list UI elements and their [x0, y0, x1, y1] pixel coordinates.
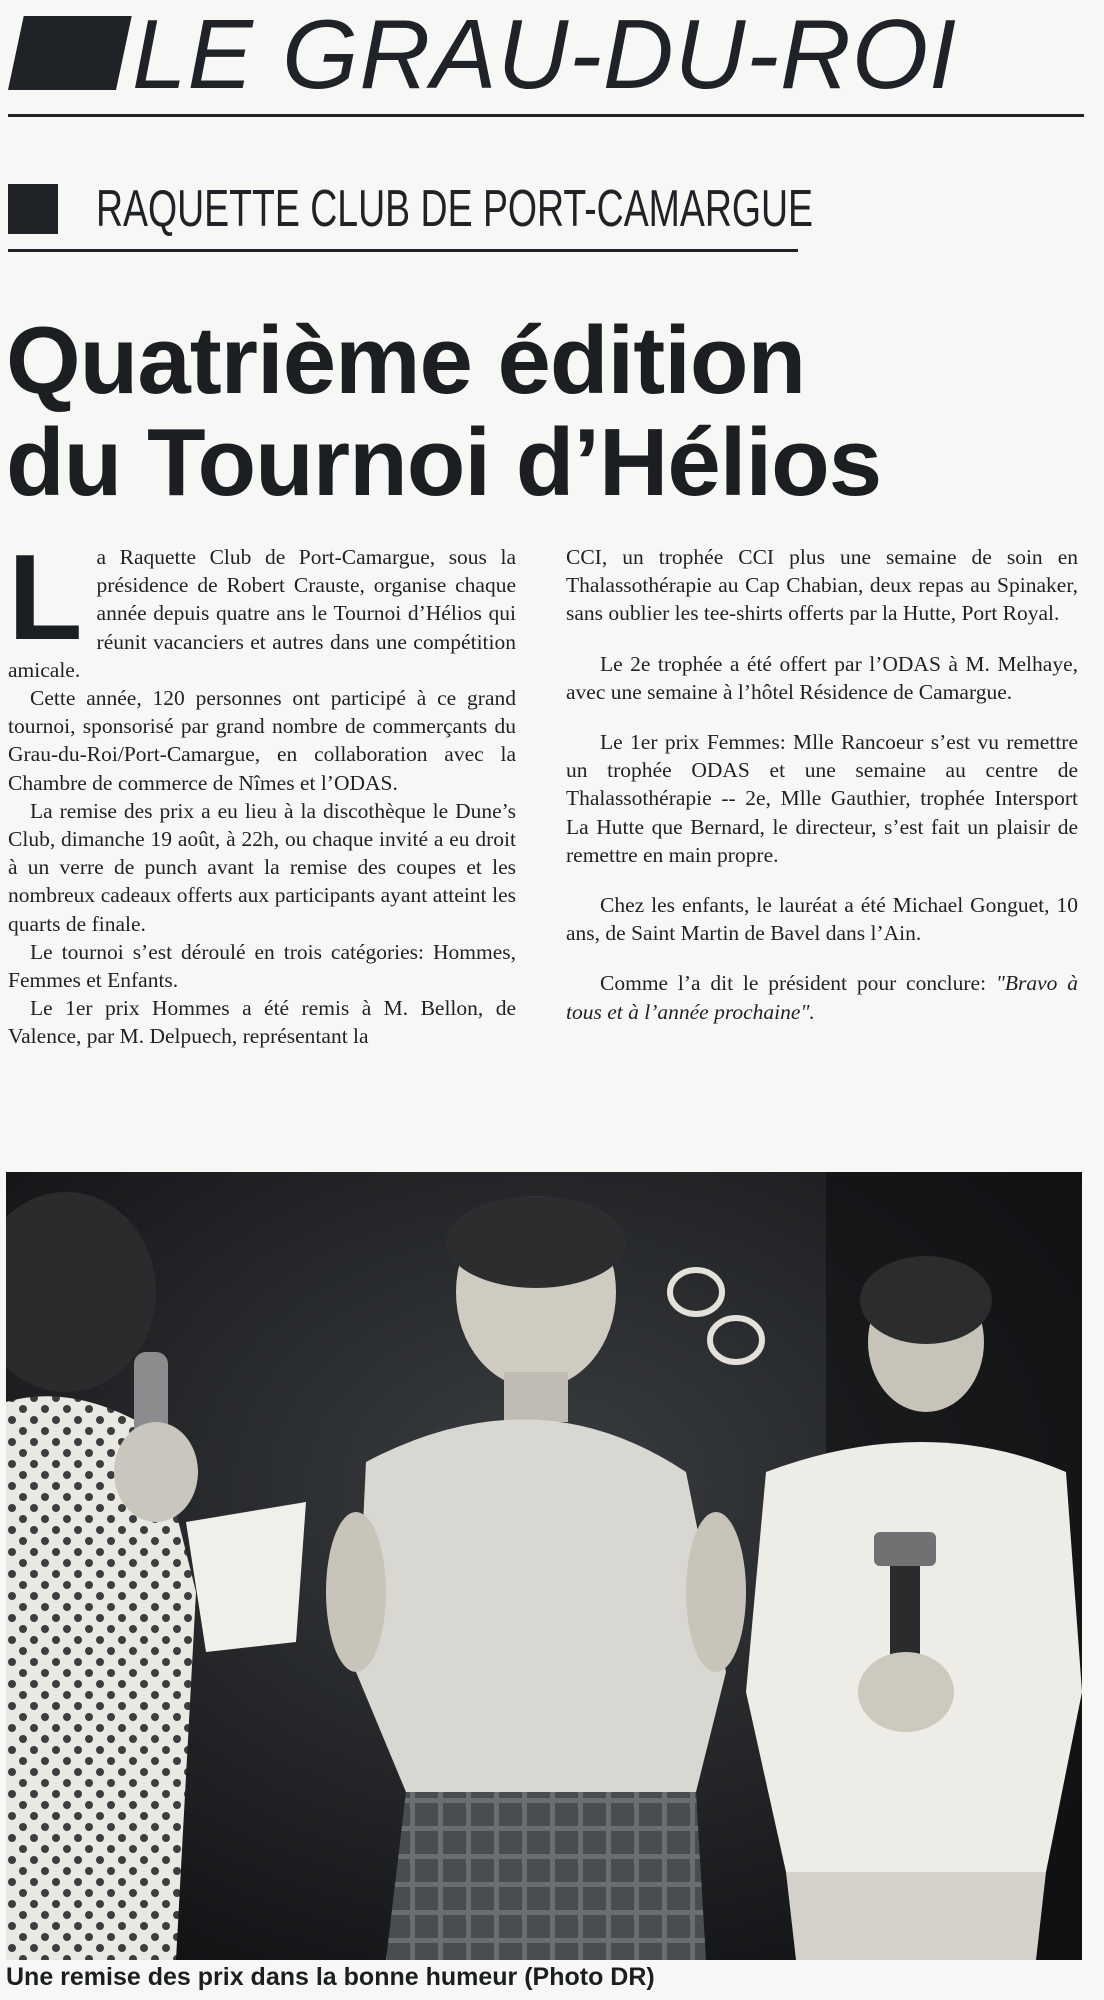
masthead-rule: [8, 114, 1084, 117]
article-paragraph: CCI, un trophée CCI plus une semaine de soin en Thalassothérapie au Cap Chabian, deux repas au Spinaker, sans oublier les tee-shirts offerts par la Hutte, Port Royal.: [566, 545, 1078, 626]
section-heading: [8, 176, 814, 256]
article-paragraph: Le tournoi s’est déroulé en trois catégories: Hommes, Femmes et Enfants.: [8, 939, 516, 993]
photo-illustration: [6, 1172, 1082, 1960]
article-column-right: [566, 543, 1078, 1048]
article-paragraph: Le 1er prix Femmes: Mlle Rancoeur s’est vu remettre un trophée ODAS et une semaine au centre de Thalassothérapie -- 2e, Mlle Gauthier, trophée Intersport La Hutte que Bernard, le directeur, s’est fait un plaisir de remettre en main propre.: [566, 730, 1078, 867]
masthead: [8, 2, 1088, 114]
masthead-title: LE GRAU-DU-ROI: [132, 0, 958, 109]
closing-quote: "Bravo à tous et à l’année prochaine".: [566, 971, 1078, 1024]
section-rule: [8, 249, 798, 252]
headline-line-1: Quatrième édition: [6, 307, 806, 414]
article-closing: [566, 969, 1078, 1025]
article-paragraph-text: a Raquette Club de Port-Camargue, sous la présidence de Robert Crauste, organise chaque année depuis quatre ans le Tournoi d’Hélios qui réunit vacanciers et autres dans une compétition amicale.: [8, 545, 516, 682]
article-paragraph: [8, 529, 516, 684]
section-title: RAQUETTE CLUB DE PORT-CAMARGUE: [96, 180, 814, 238]
award-ceremony-photo: [6, 1172, 1082, 1960]
closing-intro: Comme l’a dit le président pour conclure:: [600, 971, 996, 996]
article-column-left: [8, 529, 516, 1051]
article-paragraph: Le 2e trophée a été offert par l’ODAS à M. Melhaye, avec une semaine à l’hôtel Résidence de Camargue.: [566, 651, 1078, 704]
article-paragraph: Chez les enfants, le lauréat a été Michael Gonguet, 10 ans, de Saint Martin de Bavel dans l’Ain.: [566, 893, 1078, 946]
article-paragraph: La remise des prix a eu lieu à la discothèque le Dune’s Club, dimanche 19 août, à 22h, ou chaque invité a eu droit à un verre de punch avant la remise des coupes et les nombreux cadeaux offerts aux participants ayant atteint les quarts de finale.: [8, 798, 516, 936]
article-paragraph: Le 1er prix Hommes a été remis à M. Bellon, de Valence, par M. Delpuech, représentant la: [8, 996, 516, 1049]
masthead-block-mark: [8, 16, 132, 90]
article-paragraph: Cette année, 120 personnes ont participé à ce grand tournoi, sponsorisé par grand nombre de commerçants du Grau-du-Roi/Port-Camargue, en collaboration avec la Chambre de commerce de Nîmes et l’ODAS.: [8, 686, 516, 795]
photo-caption: Une remise des prix dans la bonne humeur (Photo DR): [6, 1963, 655, 1991]
drop-cap: L: [8, 529, 83, 665]
headline-line-2: du Tournoi d’Hélios: [6, 409, 882, 516]
headline: [6, 307, 882, 516]
section-block-mark: [8, 184, 58, 234]
